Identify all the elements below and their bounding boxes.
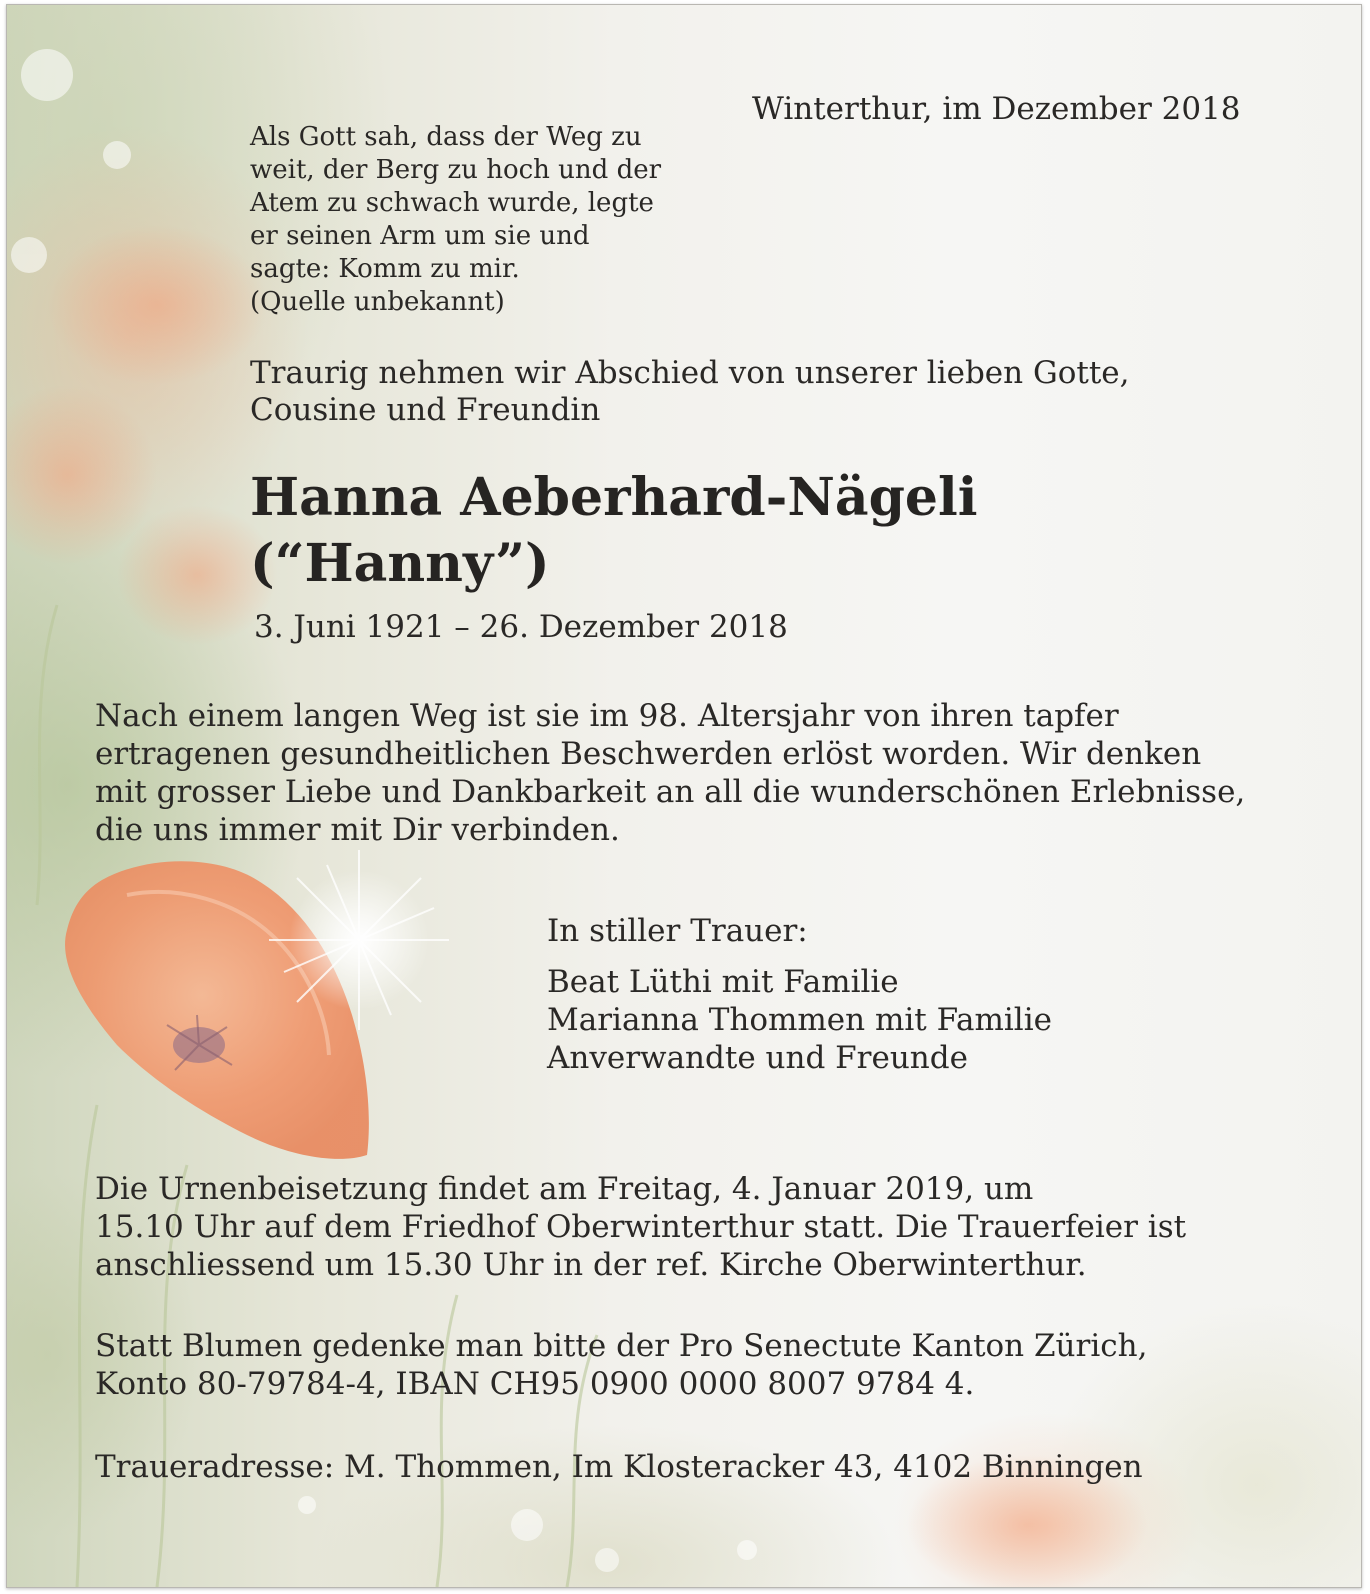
farewell-intro — [250, 355, 1130, 429]
ceremony-line: Die Urnenbeisetzung findet am Freitag, 4. Januar 2019, um — [95, 1171, 1034, 1207]
message-line: Nach einem langen Weg ist sie im 98. Altersjahr von ihren tapfer — [95, 698, 1119, 734]
intro-line: Cousine und Freundin — [250, 392, 601, 428]
dateline: Winterthur, im Dezember 2018 — [752, 91, 1241, 127]
mourners-label: In stiller Trauer: — [547, 913, 808, 949]
mourner-name: Marianna Thommen mit Familie — [547, 1002, 1052, 1038]
message-line: mit grosser Liebe und Dankbarkeit an all die wunderschönen Erlebnisse, — [95, 774, 1246, 810]
deceased-nickname: (“Hanny”) — [250, 533, 550, 594]
donation-line: Statt Blumen gedenke man bitte der Pro Senectute Kanton Zürich, — [95, 1328, 1148, 1364]
intro-line: Traurig nehmen wir Abschied von unserer lieben Gotte, — [250, 355, 1130, 391]
quote-line: Als Gott sah, dass der Weg zu — [250, 122, 642, 152]
quote-line: sagte: Komm zu mir. — [250, 254, 520, 284]
mourner-name: Anverwandte und Freunde — [547, 1040, 968, 1076]
ceremony-line: 15.10 Uhr auf dem Friedhof Oberwinterthur statt. Die Trauerfeier ist — [95, 1209, 1187, 1245]
donation-info — [95, 1327, 1147, 1403]
quote-source: (Quelle unbekannt) — [250, 287, 505, 317]
ceremony-info — [95, 1170, 1186, 1284]
donation-line: Konto 80-79784-4, IBAN CH95 0900 0000 8007 9784 4. — [95, 1366, 975, 1402]
mourner-name: Beat Lüthi mit Familie — [547, 964, 899, 1000]
quote-line: er seinen Arm um sie und — [250, 221, 590, 251]
blurred-poppy — [47, 225, 267, 385]
mourners-list — [547, 963, 1052, 1077]
quote — [250, 121, 661, 319]
mourning-address: Traueradresse: M. Thommen, Im Klosteracker 43, 4102 Binningen — [95, 1449, 1143, 1485]
obituary-notice — [6, 4, 1362, 1588]
message-line: die uns immer mit Dir verbinden. — [95, 812, 620, 848]
ceremony-line: anschliessend um 15.30 Uhr in der ref. Kirche Oberwinterthur. — [95, 1247, 1087, 1283]
quote-line: Atem zu schwach wurde, legte — [250, 188, 654, 218]
life-dates: 3. Juni 1921 – 26. Dezember 2018 — [254, 609, 788, 645]
message-line: ertragenen gesundheitlichen Beschwerden erlöst worden. Wir denken — [95, 736, 1202, 772]
deceased-full-name: Hanna Aeberhard-Nägeli — [250, 467, 978, 528]
quote-line: weit, der Berg zu hoch und der — [250, 155, 662, 185]
deceased-name — [250, 465, 978, 597]
memorial-message — [95, 697, 1245, 849]
